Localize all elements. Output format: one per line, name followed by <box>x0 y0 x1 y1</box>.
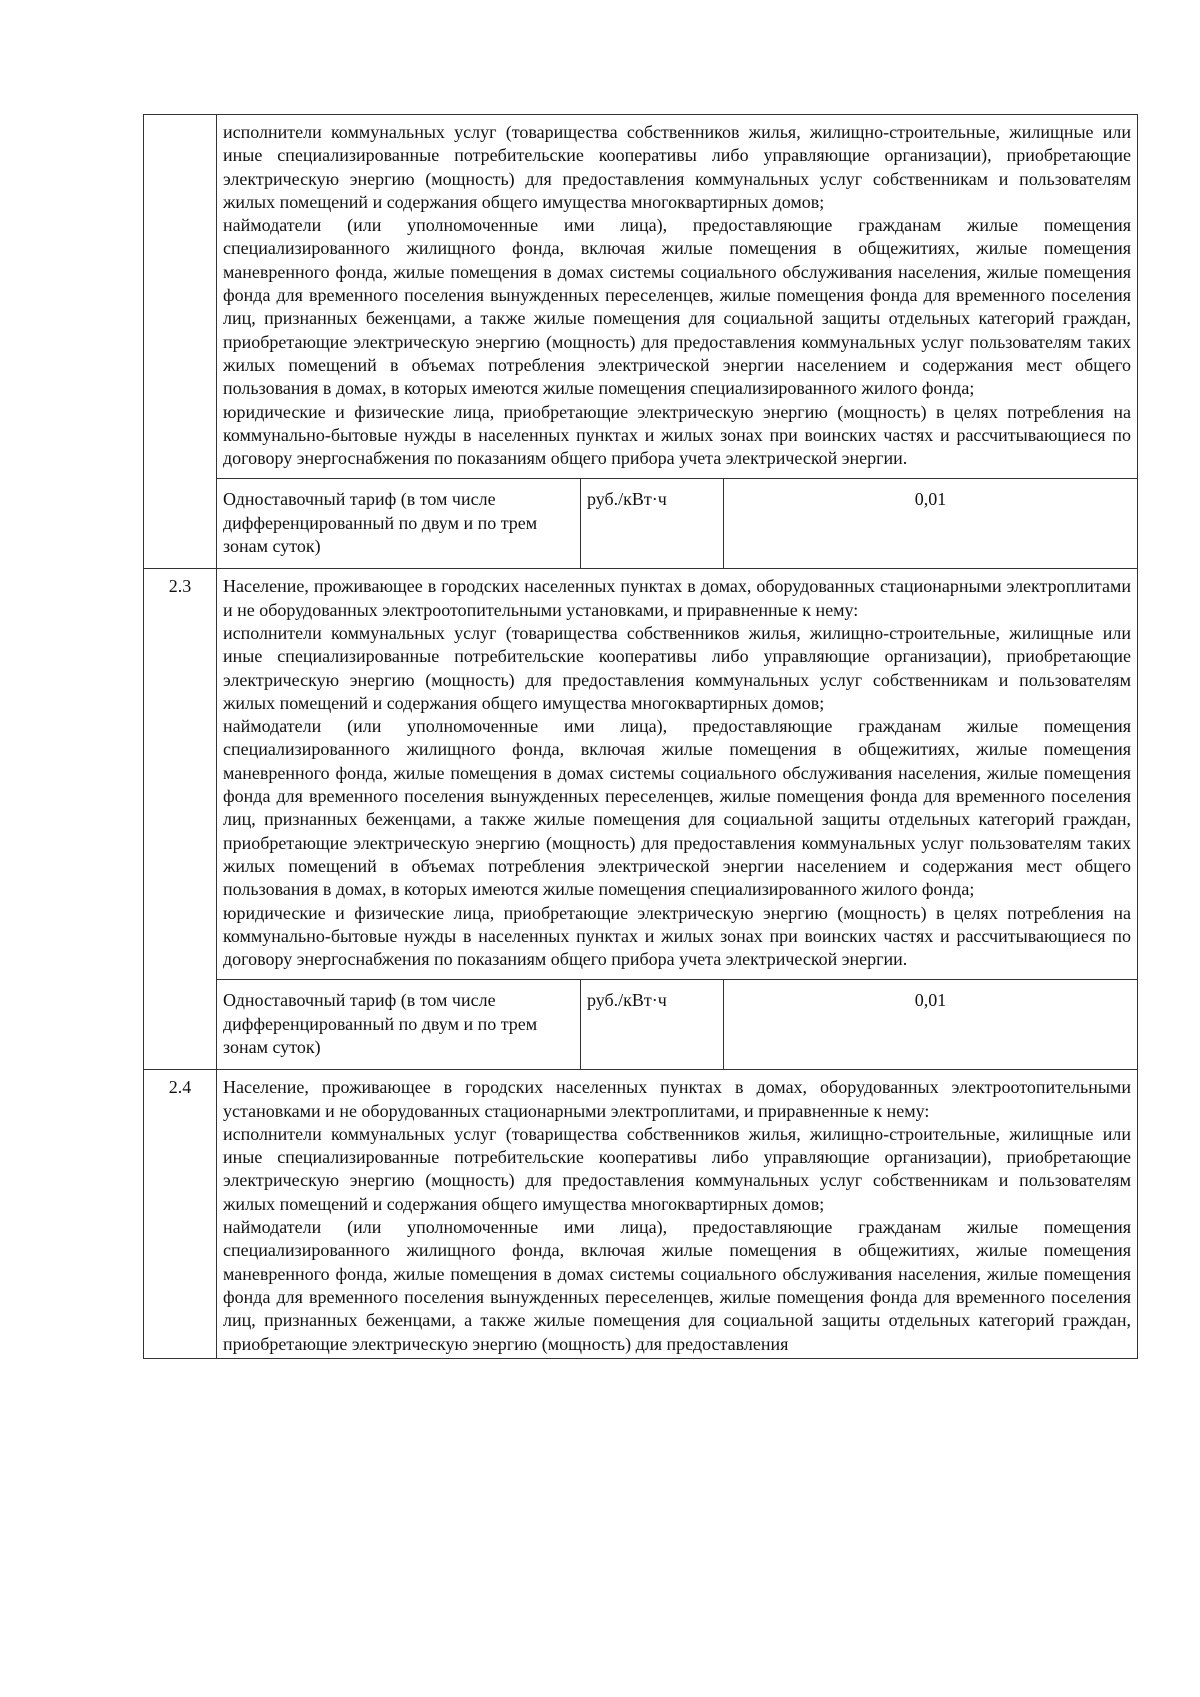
description-paragraph: наймодатели (или уполномоченные ими лица), предоставляющие гражданам жилые помещения специализированного жилищного фонда, включая жилые помещения в общежитиях, жилые помещения маневренного фонда, жилые помещения в домах системы социального обслуживания населения, жилые помещения фонда для временного поселения вынужденных переселенцев, жилые помещения фонда для временного поселения лиц, признанных беженцами, а также жилые помещения для социальной защиты отдельных категорий граждан, приобретающие электрическую энергию (мощность) для предоставления <box>223 1217 1131 1354</box>
description-paragraph: Население, проживающее в городских населенных пунктах в домах, оборудованных электроотопительными установками и не оборудованных стационарными электроплитами, и приравненные к нему: <box>223 1077 1131 1121</box>
consumer-description <box>217 569 1137 979</box>
description-paragraph: исполнители коммунальных услуг (товарищества собственников жилья, жилищно-строительные, жилищные или иные специализированные потребительские кооперативы либо управляющие организации), приобретающие электрическую энергию (мощность) для предоставления коммунальных услуг собственникам и пользователям жилых помещений и содержания общего имущества многоквартирных домов; <box>223 122 1131 212</box>
description-paragraph: исполнители коммунальных услуг (товарищества собственников жилья, жилищно-строительные, жилищные или иные специализированные потребительские кооперативы либо управляющие организации), приобретающие электрическую энергию (мощность) для предоставления коммунальных услуг собственникам и пользователям жилых помещений и содержания общего имущества многоквартирных домов; <box>223 1123 1131 1214</box>
row-content <box>217 569 1138 1070</box>
description-paragraph: Население, проживающее в городских населенных пунктах в домах, оборудованных стационарными электроплитами и не оборудованных электроотопительными установками, и приравненные к нему: <box>223 576 1131 620</box>
table-row <box>144 569 1138 1070</box>
tariff-value: 0,01 <box>724 479 1138 568</box>
row-content <box>217 1070 1138 1359</box>
tariff-row <box>217 479 1137 568</box>
tariff-label: Одноставочный тариф (в том числе дифференцированный по двум и по трем зонам суток) <box>217 980 581 1069</box>
row-number: 2.3 <box>144 569 217 1070</box>
tariff-document-table <box>143 114 1138 1359</box>
tariff-label: Одноставочный тариф (в том числе дифференцированный по двум и по трем зонам суток) <box>217 479 581 568</box>
row-content <box>217 115 1138 569</box>
tariff-row <box>217 980 1137 1069</box>
tariff-unit: руб./кВт·ч <box>581 980 724 1069</box>
table-row <box>144 1070 1138 1359</box>
description-paragraph: наймодатели (или уполномоченные ими лица), предоставляющие гражданам жилые помещения специализированного жилищного фонда, включая жилые помещения в общежитиях, жилые помещения маневренного фонда, жилые помещения в домах системы социального обслуживания населения, жилые помещения фонда для временного поселения вынужденных переселенцев, жилые помещения фонда для временного поселения лиц, признанных беженцами, а также жилые помещения для социальной защиты отдельных категорий граждан, приобретающие электрическую энергию (мощность) для предоставления коммунальных услуг пользователям таких жилых помещений в объемах потребления электрической энергии населением и содержания мест общего пользования в домах, в которых имеются жилые помещения специализированного жилого фонда; <box>223 716 1131 900</box>
description-paragraph: наймодатели (или уполномоченные ими лица), предоставляющие гражданам жилые помещения специализированного жилищного фонда, включая жилые помещения в общежитиях, жилые помещения маневренного фонда, жилые помещения в домах системы социального обслуживания населения, жилые помещения фонда для временного поселения вынужденных переселенцев, жилые помещения фонда для временного поселения лиц, признанных беженцами, а также жилые помещения для социальной защиты отдельных категорий граждан, приобретающие электрическую энергию (мощность) для предоставления коммунальных услуг пользователям таких жилых помещений в объемах потребления электрической энергии населением и содержания мест общего пользования в домах, в которых имеются жилые помещения специализированного жилого фонда; <box>223 215 1131 399</box>
tariff-subtable <box>217 979 1137 1069</box>
description-paragraph: исполнители коммунальных услуг (товарищества собственников жилья, жилищно-строительные, жилищные или иные специализированные потребительские кооперативы либо управляющие организации), приобретающие электрическую энергию (мощность) для предоставления коммунальных услуг собственникам и пользователям жилых помещений и содержания общего имущества многоквартирных домов; <box>223 622 1131 713</box>
tariff-subtable <box>217 478 1137 568</box>
row-number: 2.4 <box>144 1070 217 1359</box>
row-number <box>144 115 217 569</box>
description-paragraph: юридические и физические лица, приобретающие электрическую энергию (мощность) в целях потребления на коммунально-бытовые нужды в населенных пунктах и жилых зонах при воинских частях и рассчитывающиеся по договору энергоснабжения по показаниям общего прибора учета электрической энергии. <box>223 902 1131 970</box>
consumer-description <box>217 115 1137 478</box>
tariff-value: 0,01 <box>724 980 1138 1069</box>
consumer-description <box>217 1070 1137 1358</box>
description-paragraph: юридические и физические лица, приобретающие электрическую энергию (мощность) в целях потребления на коммунально-бытовые нужды в населенных пунктах и жилых зонах при воинских частях и рассчитывающиеся по договору энергоснабжения по показаниям общего прибора учета электрической энергии. <box>223 401 1131 469</box>
table-row <box>144 115 1138 569</box>
tariff-unit: руб./кВт·ч <box>581 479 724 568</box>
